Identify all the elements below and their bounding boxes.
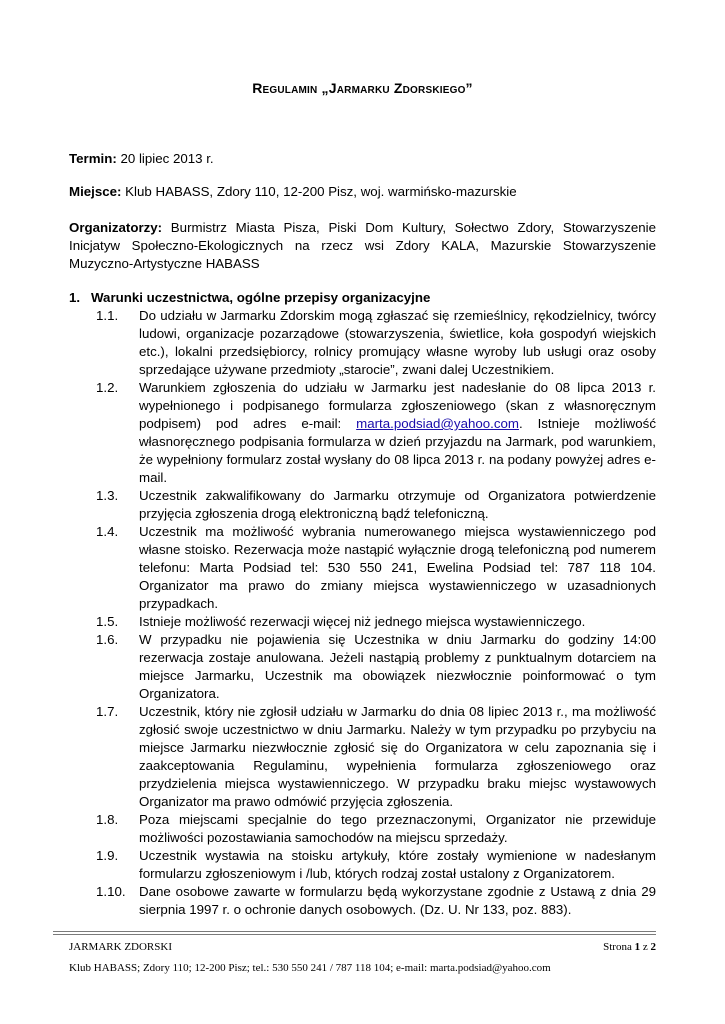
footer-divider — [53, 934, 656, 935]
item-text: Uczestnik ma możliwość wybrania numerowanego miejsca wystawienniczego pod własne stoisko. Rezerwacja może nastąpić wyłącznie drogą telefoniczną pod numerem telefonu: Marta Podsiad tel: 530 550 241, Ewelina Podsiad tel: 787 118 104. Organizator ma prawo do zmiany miejsca wystawienniczego w uzasadnionych przypadkach. — [139, 524, 656, 611]
item-number: 1.6. — [96, 632, 119, 647]
page-number — [603, 941, 656, 953]
miejsce-value: Klub HABASS, Zdory 110, 12-200 Pisz, woj. warmińsko-mazurskie — [121, 184, 517, 199]
item-text: Poza miejscami specjalnie do tego przeznaczonymi, Organizator nie przewiduje możliwości pozostawiania samochodów na miejscu sprzedaży. — [139, 812, 656, 845]
list-item — [96, 487, 656, 523]
termin-label: Termin: — [69, 151, 117, 166]
item-number: 1.8. — [96, 812, 119, 827]
termin-line — [69, 150, 656, 168]
organizatorzy-value: Burmistrz Miasta Pisza, Piski Dom Kultury, Sołectwo Zdory, Stowarzyszenie Inicjatyw Społeczno-Ekologicznych na rzecz wsi Zdory KALA, Mazurskie Stowarzyszenie Muzyczno-Artystyczne HABASS — [69, 220, 656, 271]
item-text: Uczestnik, który nie zgłosił udziału w Jarmarku do dnia 08 lipiec 2013 r., ma możliwość zgłosić swoje uczestnictwo w dniu Jarmarku. Należy w tym przypadku po przybyciu na miejsce Jarmarku niezwłocznie zgłosić się do Organizatora w celu zapoznania się i zaakceptowania Regulaminu, wypełnienia formularza zgłoszeniowego oraz przydzielenia miejsca wystawienniczego. W przypadku braku miejsc wystawowych Organizator ma prawo odmówić przyjęcia zgłoszenia. — [139, 704, 656, 809]
item-number: 1.3. — [96, 488, 119, 503]
list-item — [96, 631, 656, 703]
organizatorzy-paragraph — [69, 219, 656, 273]
list-item — [96, 613, 656, 631]
miejsce-label: Miejsce: — [69, 184, 122, 199]
item-text: Warunkiem zgłoszenia do udziału w Jarmarku jest nadesłanie do 08 lipca 2013 r. wypełnionego i podpisanego formularza zgłoszeniowego (skan z własnoręcznym podpisem) pod adres e-mail: — [139, 380, 656, 431]
list-item — [96, 307, 656, 379]
item-text: Istnieje możliwość rezerwacji więcej niż jednego miejsca wystawienniczego. — [139, 614, 586, 629]
title-text: Regulamin „Jarmarku Zdorskiego” — [252, 80, 473, 96]
list-item — [96, 379, 656, 487]
rules-list — [0, 307, 725, 919]
item-text: Uczestnik wystawia na stoisku artykuły, które zostały wymienione w nadesłanym formularzu zgłoszeniowym i /lub, których rodzaj został ustalony z Organizatorem. — [139, 848, 656, 881]
item-number: 1.9. — [96, 848, 119, 863]
list-item — [96, 847, 656, 883]
list-item — [96, 811, 656, 847]
list-item — [96, 883, 656, 919]
item-number: 1.4. — [96, 524, 119, 539]
page-total: 2 — [650, 941, 656, 953]
footer-title: JARMARK ZDORSKI — [69, 941, 172, 953]
section-number: 1. — [69, 290, 81, 305]
footer-address: Klub HABASS; Zdory 110; 12-200 Pisz; tel.: 530 550 241 / 787 118 104; e-mail: marta.podsiad@yahoo.com — [69, 962, 551, 974]
item-text: Do udziału w Jarmarku Zdorskim mogą zgłaszać się rzemieślnicy, rękodzielnicy, twórcy ludowi, organizacje pozarządowe (stowarzyszenia, świetlice, koła gospodyń wiejskich etc.), lokalni przedsiębiorcy, rolnicy promujący własne wyroby lub usługi oraz osoby sprzedające używane przedmioty „starocie”, zwani dalej Uczestnikiem. — [139, 308, 656, 377]
item-text: . Istnieje możliwość własnoręcznego podpisania formularza w dzień przyjazdu na Jarmark, pod warunkiem, że wypełniony formularz został wysłany do 08 lipca 2013 r. na podany powyżej adres e-mail. — [139, 416, 656, 485]
section-title: Warunki uczestnictwa, ogólne przepisy organizacyjne — [91, 290, 431, 305]
page-current: 1 — [634, 941, 641, 953]
section-heading — [69, 289, 656, 307]
email-link[interactable]: marta.podsiad@yahoo.com — [356, 416, 519, 431]
document-title — [0, 80, 725, 96]
item-text: Uczestnik zakwalifikowany do Jarmarku otrzymuje od Organizatora potwierdzenie przyjęcia zgłoszenia drogą elektroniczną bądź telefoniczną. — [139, 488, 656, 521]
item-number: 1.5. — [96, 614, 119, 629]
list-item — [96, 703, 656, 811]
miejsce-line — [69, 183, 656, 201]
footer-divider — [53, 931, 656, 932]
item-number: 1.1. — [96, 308, 119, 323]
item-text: Dane osobowe zawarte w formularzu będą wykorzystane zgodnie z Ustawą z dnia 29 sierpnia 1997 r. o ochronie danych osobowych. (Dz. U. Nr 133, poz. 883). — [139, 884, 656, 917]
item-text: W przypadku nie pojawienia się Uczestnika w dniu Jarmarku do godziny 14:00 rezerwacja zostaje anulowana. Jeżeli nastąpią problemy z punktualnym dotarciem na miejsce Jarmarku, Uczestnik ma obowiązek niezwłocznie poinformować o tym Organizatora. — [139, 632, 656, 701]
termin-value: 20 lipiec 2013 r. — [116, 151, 214, 166]
item-number: 1.2. — [96, 380, 119, 395]
page-separator: z — [640, 941, 651, 953]
organizatorzy-label: Organizatorzy: — [69, 220, 163, 235]
item-number: 1.10. — [96, 884, 126, 899]
item-number: 1.7. — [96, 704, 119, 719]
page-prefix: Strona — [603, 941, 635, 953]
list-item — [96, 523, 656, 613]
